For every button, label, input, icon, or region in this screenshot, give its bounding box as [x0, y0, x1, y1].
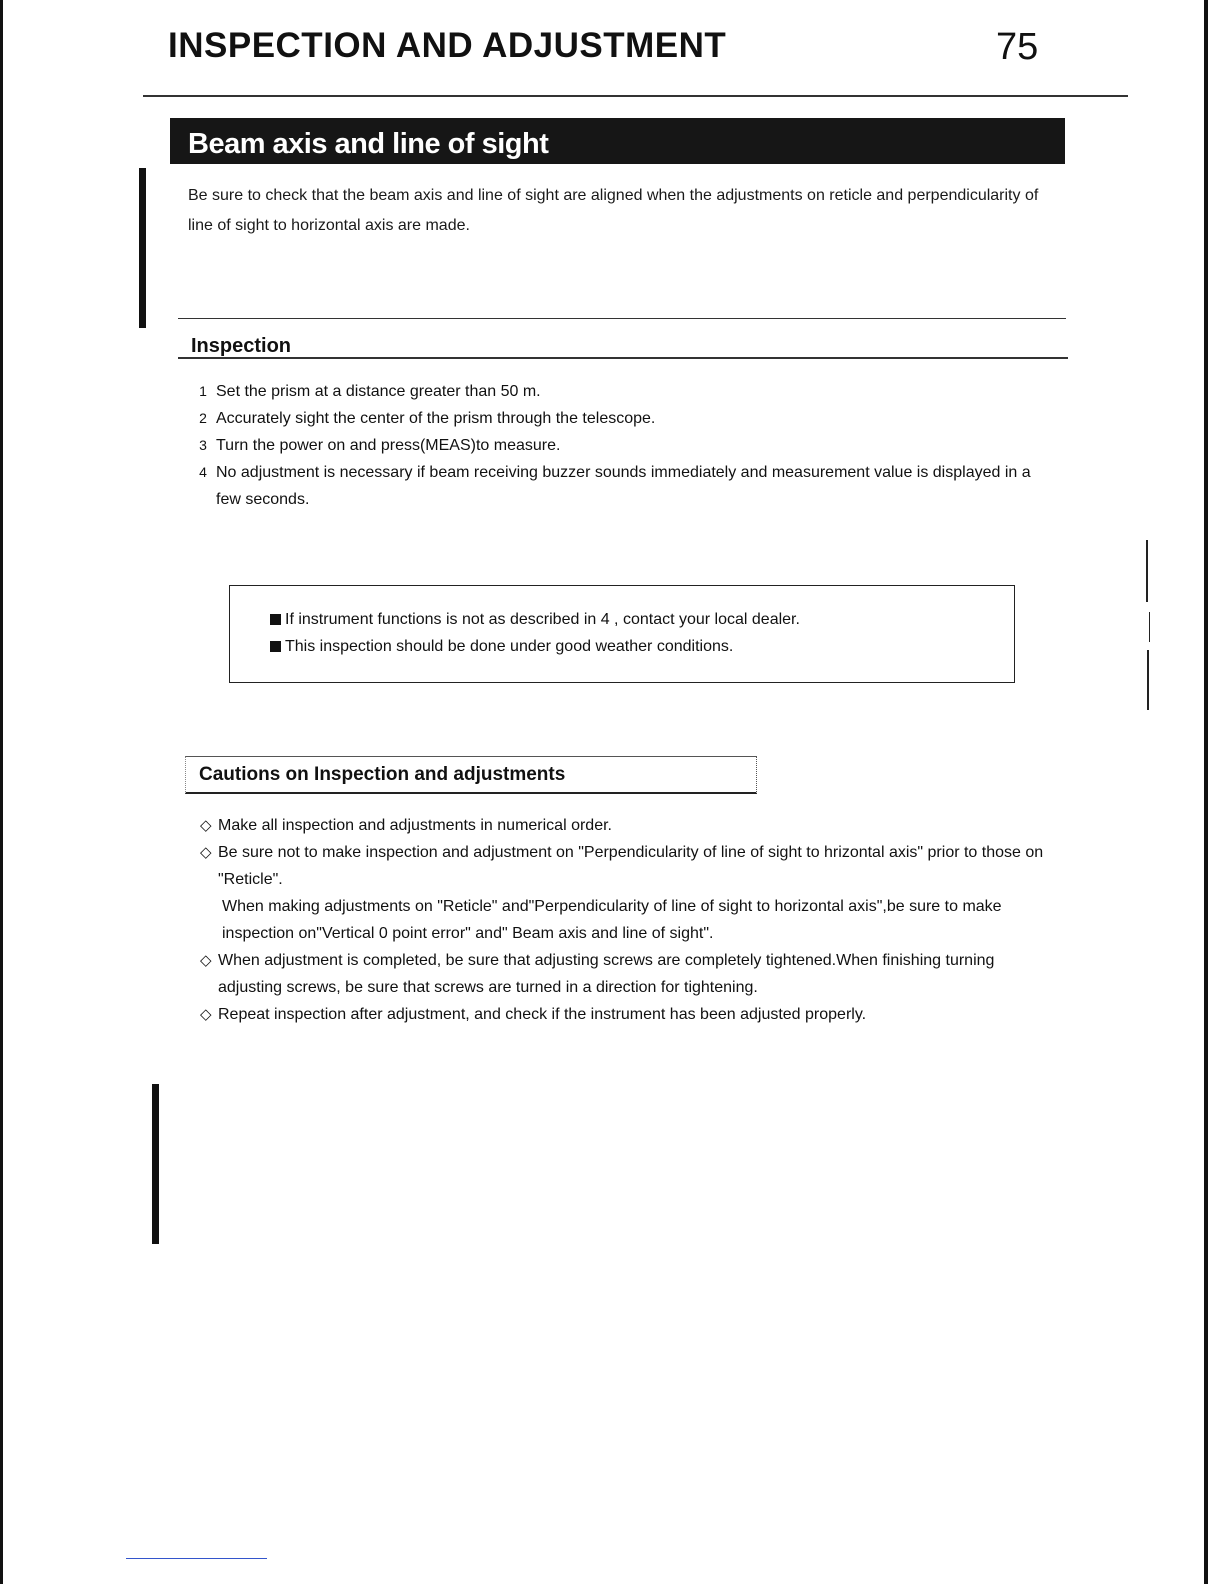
section-title: Beam axis and line of sight — [188, 128, 549, 160]
list-item — [196, 459, 1056, 513]
list-item — [196, 378, 1056, 405]
change-bar — [152, 1084, 159, 1244]
list-item — [200, 812, 1060, 839]
caution-text: Be sure not to make inspection and adjustment on "Perpendicularity of line of sight to hrizontal axis" prior to those on "Reticle". — [218, 844, 1044, 888]
inspection-heading: Inspection — [191, 335, 292, 357]
scan-artifact — [1147, 650, 1149, 710]
cautions-list — [200, 812, 1060, 1028]
square-bullet-icon — [270, 641, 281, 652]
list-item — [270, 606, 800, 633]
footer-rule — [126, 1558, 267, 1559]
list-item — [196, 432, 1056, 459]
page-number: 75 — [996, 26, 1039, 68]
step-number: 1 — [199, 383, 207, 399]
page-edge-left — [0, 0, 3, 1584]
step-text: No adjustment is necessary if beam receiving buzzer sounds immediately and measurement value is displayed in a few seconds. — [216, 464, 1031, 508]
diamond-bullet-icon: ◇ — [200, 952, 212, 969]
step-text: Set the prism at a distance greater than 50 m. — [216, 383, 541, 400]
notice-text: This inspection should be done under good weather conditions. — [285, 638, 734, 655]
step-text: Accurately sight the center of the prism through the telescope. — [216, 410, 656, 427]
divider — [178, 357, 1068, 359]
diamond-bullet-icon: ◇ — [200, 1006, 212, 1023]
step-text: Turn the power on and press(MEAS)to measure. — [216, 437, 561, 454]
header-rule — [143, 95, 1128, 97]
step-number: 2 — [199, 410, 207, 426]
step-number: 3 — [199, 437, 207, 453]
caution-extra-text: When making adjustments on "Reticle" and"Perpendicularity of line of sight to horizontal axis",be sure to make inspection on"Vertical 0 point error" and" Beam axis and line of sight". — [222, 898, 1002, 942]
list-item — [196, 405, 1056, 432]
notice-list — [270, 606, 800, 660]
notice-text: If instrument functions is not as described in 4 , contact your local dealer. — [285, 611, 800, 628]
diamond-bullet-icon: ◇ — [200, 844, 212, 861]
page-edge-right — [1204, 0, 1208, 1584]
square-bullet-icon — [270, 614, 281, 625]
list-item — [200, 947, 1060, 1001]
page-header-title: INSPECTION AND ADJUSTMENT — [168, 26, 727, 65]
list-item — [200, 1001, 1060, 1028]
caution-text: When adjustment is completed, be sure that adjusting screws are completely tightened.When finishing turning adjusting screws, be sure that screws are turned in a direction for tightening. — [218, 952, 995, 996]
list-item — [270, 633, 800, 660]
scan-artifact — [1149, 612, 1150, 642]
diamond-bullet-icon: ◇ — [200, 817, 212, 834]
intro-paragraph: Be sure to check that the beam axis and line of sight are aligned when the adjustments on reticle and perpendicularity of line of sight to horizontal axis are made. — [188, 187, 1039, 234]
inspection-steps — [196, 378, 1056, 513]
divider — [178, 318, 1066, 319]
cautions-heading: Cautions on Inspection and adjustments — [199, 764, 566, 785]
caution-text: Repeat inspection after adjustment, and check if the instrument has been adjusted properly. — [218, 1006, 867, 1023]
list-item — [200, 839, 1060, 947]
caution-text: Make all inspection and adjustments in numerical order. — [218, 817, 612, 834]
scan-artifact — [1146, 540, 1148, 602]
step-number: 4 — [199, 464, 207, 480]
change-bar — [139, 168, 146, 328]
